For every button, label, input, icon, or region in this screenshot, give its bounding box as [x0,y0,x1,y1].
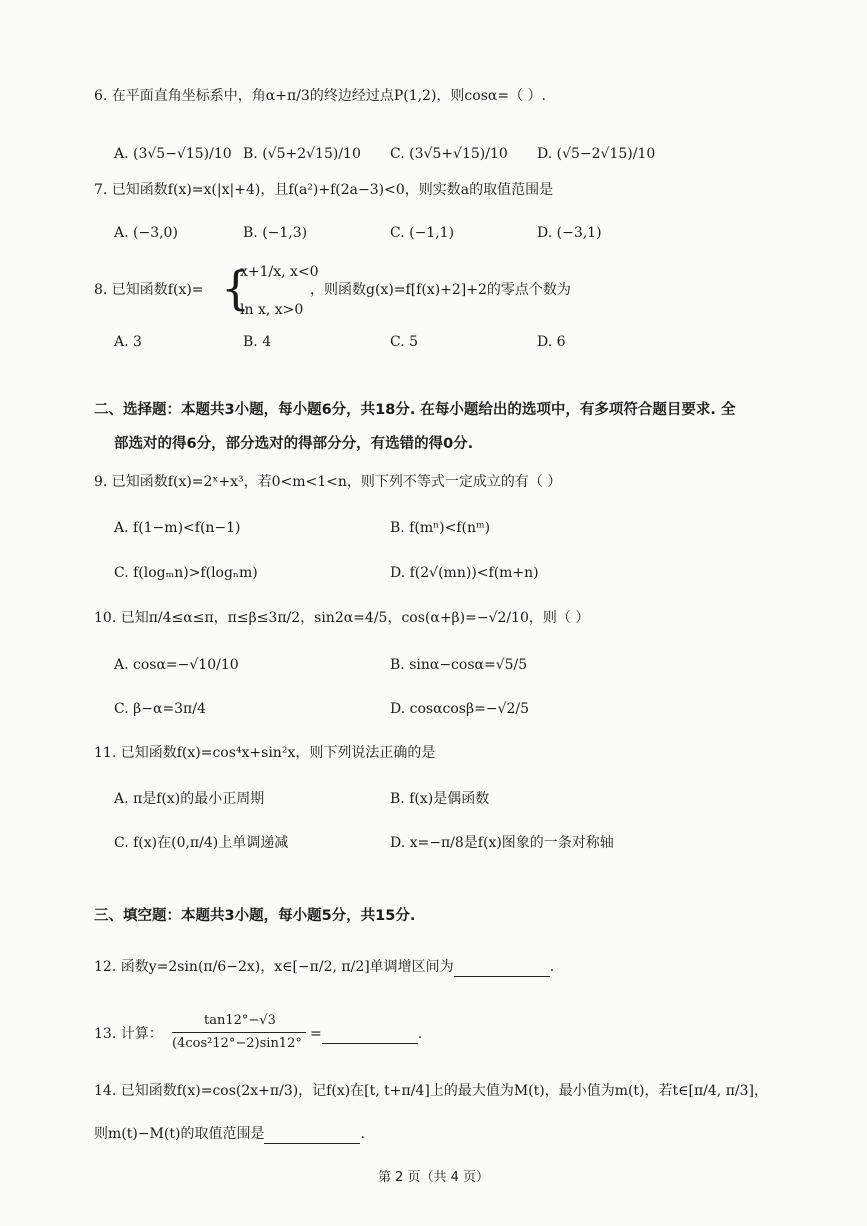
question-9-stem: 9. 已知函数f(x)=2ˣ+x³，若0<m<1<n，则下列不等式一定成立的有（ ） [94,474,562,490]
question-9-option-b: B. f(mⁿ)<f(nᵐ) [390,520,491,536]
question-6-option-b: B. (√5+2√15)/10 [243,146,361,162]
question-6-option-d: D. (√5−2√15)/10 [537,146,656,162]
question-9-option-a: A. f(1−m)<f(n−1) [114,520,241,536]
question-8-option-d: D. 6 [537,334,566,350]
question-10-option-d: D. cosαcosβ=−√2/5 [390,701,529,717]
page-footer: 第 2 页（共 4 页） [377,1170,490,1185]
answer-blank-13[interactable] [322,1029,418,1044]
fraction-bar [172,1032,306,1033]
question-7-option-d: D. (−3,1) [537,225,602,241]
question-8-option-c: C. 5 [390,334,419,350]
question-12-stem: 12. 函数y=2sin(π/6−2x)，x∈[−π/2, π/2]单调增区间为 [94,959,454,975]
question-7-option-c: C. (−1,1) [390,225,455,241]
question-11-option-d: D. x=−π/8是f(x)图象的一条对称轴 [390,835,614,851]
question-11-option-b: B. f(x)是偶函数 [390,791,490,807]
fraction-numerator: tan12°−√3 [204,1013,276,1028]
question-6-option-a: A. (3√5−√15)/10 [114,146,232,162]
question-14-line-2 [94,1124,365,1144]
question-14-stem-2: 则m(t)−M(t)的取值范围是 [94,1126,265,1142]
question-14-line-1: 14. 已知函数f(x)=cos(2x+π/3)，记f(x)在[t, t+π/4]上的最大值为M(t)，最小值为m(t)，若t∈[π/4, π/3]， [94,1083,768,1099]
question-11-stem: 11. 已知函数f(x)=cos⁴x+sin²x，则下列说法正确的是 [94,745,436,761]
question-6-stem: 6. 在平面直角坐标系中，角α+π/3的终边经过点P(1,2)，则cosα=（ ）. [94,88,546,104]
question-13-prefix: 13. 计算： [94,1026,163,1042]
question-7-stem: 7. 已知函数f(x)=x(|x|+4)，且f(a²)+f(2a−3)<0，则实数a的取值范围是 [94,182,554,198]
question-8-case-1: x+1/x, x<0 [240,264,319,280]
question-8-option-a: A. 3 [114,334,142,350]
section-2-heading-line-2: 部选对的得6分，部分选对的得部分分，有选错的得0分. [114,436,474,452]
question-6-option-c: C. (3√5+√15)/10 [390,146,508,162]
question-13-equals: = [310,1026,322,1042]
question-7-option-b: B. (−1,3) [243,225,308,241]
piecewise-brace: { [221,261,251,315]
question-8-option-b: B. 4 [243,334,272,350]
question-8-stem-suffix: ，则函数g(x)=f[f(x)+2]+2的零点个数为 [310,282,571,298]
question-11-option-c: C. f(x)在(0,π/4)上单调递减 [114,835,289,851]
question-13-end: . [417,1026,423,1042]
question-14-end: . [360,1126,365,1142]
fraction-denominator: (4cos²12°−2)sin12° [172,1036,302,1051]
question-8-stem-prefix: 8. 已知函数f(x)= [94,282,204,298]
question-13-answer [310,1024,422,1044]
answer-blank-12[interactable] [454,962,550,977]
question-12 [94,957,554,977]
question-9-option-d: D. f(2√(mn))<f(m+n) [390,565,539,581]
question-10-option-a: A. cosα=−√10/10 [114,657,239,673]
question-10-option-c: C. β−α=3π/4 [114,701,206,717]
section-2-heading-line-1: 二、选择题：本题共3小题，每小题6分，共18分. 在每小题给出的选项中，有多项符合题目要求. 全 [94,402,736,418]
answer-blank-14[interactable] [264,1129,360,1144]
question-10-option-b: B. sinα−cosα=√5/5 [390,657,528,673]
question-12-end: . [549,959,555,975]
question-8-case-2: ln x, x>0 [240,302,304,318]
question-9-option-c: C. f(logₘn)>f(logₙm) [114,565,258,581]
question-11-option-a: A. π是f(x)的最小正周期 [114,791,265,807]
section-3-heading: 三、填空题：本题共3小题，每小题5分，共15分. [94,908,416,924]
question-10-stem: 10. 已知π/4≤α≤π，π≤β≤3π/2，sin2α=4/5，cos(α+β)=−√2/10，则（ ） [94,610,590,626]
question-7-option-a: A. (−3,0) [114,225,178,241]
